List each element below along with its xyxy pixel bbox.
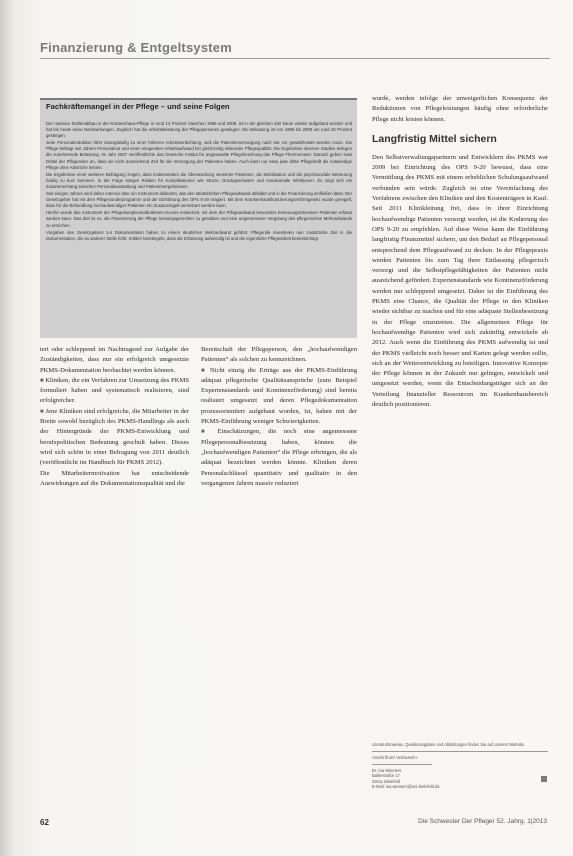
middle-column <box>201 345 357 815</box>
contact-line: E-Mail: ina.wiemers@uni-bielefeld.de <box>372 784 440 790</box>
middle-paragraph-bullet <box>201 427 357 489</box>
right-intro: wurde, werden infolge der unweigerlichen Konsequenz der Reduktionen von Pflegeleistungen häufig ohne erforderliche Pflege nicht leisten können. <box>372 95 548 123</box>
footnote <box>372 742 548 789</box>
header-rule <box>40 58 550 59</box>
article-end-mark <box>541 776 547 782</box>
right-paragraph: Den Selbstverwaltungspartnern und Entwicklern des PKMS war 2009 bei Einrichtung des OPS 9-20 bewusst, dass eine Vermittlung des PKMS mit einem erheblichen Schulungsaufwand verbunden sein würde. Zugleich ist eine Vereinfachung des Verfahrens zwischen den Kliniken und den Kostenträgern in Kauf. Seit 2011 Klinikleitung frei, dass in ihrer Einrichtung hochaufwendige Patienten versorgt werden, ist die Kodierung des OPS 9-20 zu empfehlen. Auf diese Weise kann die Einführung langfristig Finanzmittel sichern, um den Bedarf an Pflegepersonal entsprechend dem Pflegeaufwand zu decken. In der Pflegepraxis werden Patienten bis zum Tag ihrer Entlassung pflegerisch versorgt und die Selbstpflegefähigkeiten der Patienten nicht ausreichend gefördert. Expertenstandards wie Kontinenzförderung werden nur schleppend umgesetzt. Daher ist die Einführung des PKMS eine Chance, die Qualität der Pflege in den Kliniken wieder sichtbar zu machen und für eine adäquate Stellenbesetzung in der Pflege einzutreten. Die allgemeinen Pflege für hochaufwendige Patienten wird sich zukünftig entwickeln ab 2012. Auch wenn die Einführung des PKMS aufwendig ist und der PKMS vielleicht noch besser und Karten gelegt werden sollte, sich an der Weiterentwicklung zu beteiligen. Innovative Konzepte der Pflege können in der Zukunft nur gelingen, entwickelt und umgesetzt werden, wenn die Entscheidungsträger sich an der Verteilung finanzieller Ressourcen im Krankenhausbereich deutlich positionieren. <box>372 153 548 409</box>
bullet-square-icon: ■ <box>201 367 210 374</box>
contact-line: Dr. Ina Wiemers <box>372 767 402 773</box>
box-paragraph: Die Ergebnisse einer weiteren Befragung zeigen, dass insbesondere die Überwachung verwirrter Patienten, die Mobilisation und die psychosoziale Betreuung häufig zu kurz kommen. In der Folge steigen Risiken für Komplikationen wie Stürze, Druckgeschwüre und nosokomiale Infektionen. Es zeigt sich ein Zusammenhang zwischen Personalausstattung und Patientenergebnissen. <box>46 171 352 189</box>
left-column <box>40 345 189 815</box>
box-paragraph: Vorgaben des Gesetzgebers zur Dokumentation haben zu einem deutlichen Mehraufwand geführt. Pflegende investieren nun zusätzliche Zeit in die Dokumentation, die an anderer Stelle fehlt. Kritiker bemängeln, dass die Erfassung aufwendig ist und die eigentliche Pflegearbeit beeinträchtigt. <box>46 229 352 241</box>
middle-paragraph-text: Einschätzungen, die noch eine angemessene Pflegepersonalbesetzung haben, können die „hochaufwendigen Patienten“ die Pflege erbringen, die als adäquat bezeichnet werden könnte. Kliniken deren Personalschlüssel quantitativ und qualitativ in den vergangenen Jahren massiv reduziert <box>201 428 357 487</box>
middle-paragraph-text: Nicht einzig die Erträge aus der PKMS-Einführung adäquat pflegerische Qualitätsansprüche (zum Beispiel Expertenstandards und Kontinenzförderung) sind bereits realisiert umgesetzt und deren Pflegedokumentation prozessorientiert aufgebaut worden, ist, haben mit der PKMS-Einführung weniger Schwierigkeiten. <box>201 366 357 426</box>
footnote-text: Literaturhinweise, Quellenangaben und Abbildungen finden Sie auf unserer Website. <box>372 742 526 747</box>
left-paragraph-bullet <box>40 376 189 407</box>
left-paragraph-text: Jene Kliniken sind erfolgreiche, die Mitarbeiter in der Breite sowohl bezüglich des PKMS-Handlings als auch der Hintergründe der PKMS-Entwicklung und berufspolitischen Bedeutung geschult haben. Dieses wird sich schön in einer Befragung von 2011 deutlich (veröffentlicht im Handbuch für PKMS 2012). <box>40 407 189 467</box>
left-paragraph: Die Mitarbeitermotivation hat entscheidende Auswirkungen auf die Dokumentationsqualität und die <box>40 469 189 487</box>
section-header: Finanzierung & Entgeltsystem <box>40 40 232 55</box>
box-paragraph: Jede Personalreduktion führt zwangsläufig zu einer höheren Arbeitsverdichtung, weil die Patientenversorgung nach wie vor gewährleistet werden muss. Die Pflege beklagt seit Jahren Personalnot und einen steigenden Arbeitsaufwand bei gleichzeitig sinkender Pflegequalität. Die Ergebnisse diverser Studien belegen die zunehmende Belastung. Im Jahr 2007 veröffentlichte das Deutsche Institut für angewandte Pflegeforschung das Pflege-Thermometer. Danach geben zwei Drittel der Pflegenden an, dass sie nicht ausreichend Zeit für die Versorgung der Patienten haben. Auch kann nur etwa jede dritte Pflegekraft die notwendige Pflege ohne Abstriche leisten. <box>46 140 352 170</box>
left-paragraph-text: Kliniken, die ein Verfahren zur Umsetzung des PKMS formuliert haben und systematisch realisieren, sind erfolgreicher. <box>40 376 189 405</box>
box-paragraph: Hierfür wurde das Instrument der Pflegekomplexmaßnahmen-Scores entwickelt, mit dem der Pflegeaufwand besonders betreuungsintensiver Patienten erfasst werden kann. Das Ziel ist es, die Finanzierung der Pflege leistungsgerechter zu gestalten und eine angemessene Vergütung des pflegerischen Mehraufwands zu erreichen. <box>46 210 352 228</box>
bullet-square-icon: ■ <box>201 429 218 436</box>
contact-rule <box>372 751 548 752</box>
left-paragraph-bullet <box>40 407 189 469</box>
contact-line: Ballerstraße 17 <box>372 773 400 779</box>
right-column <box>372 94 548 784</box>
box-paragraph: Der massive Stellenabbau in der Krankenhaus-Pflege in rund 14 Prozent zwischen 1996 und 2008, ist in der gleichen Zeit kaum wieder aufgebaut worden und hat bis heute seine Nachwirkungen. Zugleich hat die Arbeitsbelastung der Pflegepersonen gestiegen. Die Belastung ist von 1995 bis 2009 um rund 25 Prozent gestiegen. <box>46 121 352 139</box>
left-paragraph: tert oder schleppend im Nachtragend zur Aufgabe der Zuständigkeiten, dass nur ein erfolgreich umgesetzte PKMS-Dokumentation beobachtet werden können. <box>40 346 189 374</box>
contact-label: Anschrift der Verfasserin: <box>372 755 418 761</box>
contact-line: 33611 Bielefeld <box>372 778 400 784</box>
issue-label: Die Schwester Der Pfleger 52. Jahrg. 1|2013 <box>418 818 547 825</box>
info-box-text <box>46 121 352 333</box>
contact-underline <box>372 764 432 765</box>
middle-paragraph: Bereitschaft der Pflegeperson, den „hochaufwendigen Patienten“ als solchen zu kennzeichnen. <box>201 346 357 364</box>
page-number: 62 <box>40 818 49 827</box>
bullet-square-icon: ■ <box>40 408 46 415</box>
box-paragraph: Seit einigen Jahren wird daher intensiv über ein Instrument diskutiert, das den tatsächlichen Pflegeaufwand abbildet und in die Finanzierung einfließen lässt. Der Gesetzgeber hat mit dem Pflegesonderprogramm und der Einführung des OPS 9-20 reagiert. Mit dem Krankenhausfinanzierungsreformgesetz wurde geregelt, dass für die Behandlung hochaufwendiger Patienten ein Zusatzentgelt vereinbart werden kann. <box>46 191 352 209</box>
info-box-title: Fachkräftemangel in der Pflege – und seine Folgen <box>46 102 230 111</box>
middle-paragraph-bullet <box>201 366 357 428</box>
subheading: Langfristig Mittel sichern <box>372 132 497 145</box>
bullet-square-icon: ■ <box>40 377 46 384</box>
